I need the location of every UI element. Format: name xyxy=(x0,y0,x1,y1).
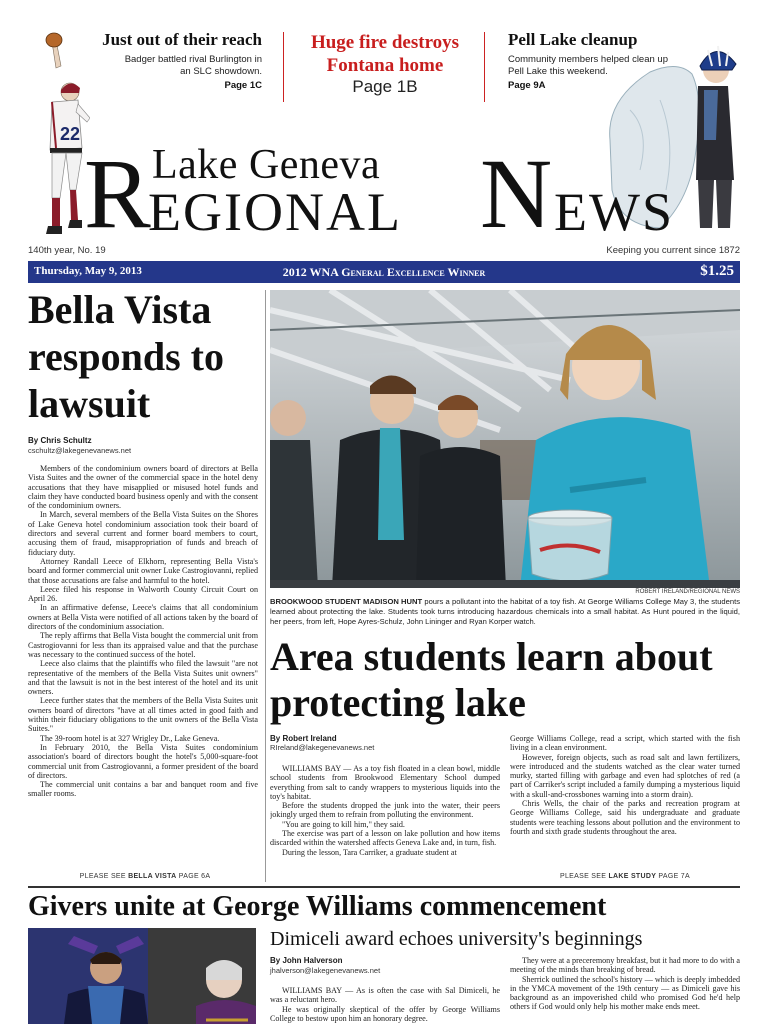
lead-body xyxy=(28,464,258,869)
third-paragraph: Sherrick outlined the school's history — which is deeply imbedded in the YMCA movement of the 19th century — as Dimiceli gave his background as an impoverished child who promised God he'd help others if God would only help his mother make ends meet. xyxy=(510,974,740,1012)
masthead-n-cap: N xyxy=(480,138,553,249)
teaser-divider-left xyxy=(283,32,284,102)
second-headline[interactable]: Area students learn about protecting lake xyxy=(270,634,713,725)
caption-lead: BROOKWOOD STUDENT MADISON HUNT xyxy=(270,597,423,606)
third-byline: By John Halverson xyxy=(270,956,343,965)
third-body-col1 xyxy=(270,986,500,1024)
teaser-divider-right xyxy=(484,32,485,102)
lead-paragraph: Leece also claims that the plaintiffs who filed the lawsuit "are not representative of the members of the Bella Vista Suites unit owners" and that the lawsuit is not in the best interest of the hotel and its unit owners. xyxy=(28,659,258,697)
lead-paragraph: Attorney Randall Leece of Elkhorn, representing Bella Vista's board and former commercial unit owner Luke Castrogiovanni, replied that those accusations are false and harmful to the hotel. xyxy=(28,556,258,585)
second-paragraph: George Williams College, read a script, which started with the fish living in a clean environment. xyxy=(510,734,740,753)
teaser-left-headline[interactable]: Just out of their reach xyxy=(102,30,262,49)
award-text: 2012 WNA General Excellence Winner xyxy=(282,265,486,279)
commencement-photo[interactable] xyxy=(28,928,256,1024)
lead-paragraph: In an affirmative defense, Leece's claims that all condominium owners at Bella Vista were notified of all actions taken by the board of directors of the condominium association. xyxy=(28,603,258,632)
masthead-motto: Keeping you current since 1872 xyxy=(606,245,740,256)
second-body-col1 xyxy=(270,764,500,880)
masthead-lake-geneva: Lake Geneva xyxy=(152,142,381,188)
lead-byline: By Chris Schultz xyxy=(28,436,92,445)
second-paragraph: WILLIAMS BAY — As a toy fish floated in a clean bowl, middle school students from Brookwood Elementary School dumped everything from salt to candy wrappers to mysterious liquids into the toy's habitat. xyxy=(270,764,500,801)
second-paragraph: However, foreign objects, such as road salt and lawn fertilizers, were introduced and the students watched as the clear water turned murky, started filling with garbage and even had splotches of red (a part of Carriker's script included a family dumping a mysterious liquid with a skull-and-crossbones warning into a storm drain). xyxy=(510,752,740,799)
third-paragraph: He was originally skeptical of the offer by George Williams College to bestow upon him an honorary degree. xyxy=(270,1004,500,1023)
issue-date: Thursday, May 9, 2013 xyxy=(34,265,142,277)
masthead-regional: EGIONAL xyxy=(148,182,402,242)
lead-email[interactable]: cschultz@lakegenevanews.net xyxy=(28,446,132,455)
second-email[interactable]: RIreland@lakegenevanews.net xyxy=(270,743,375,752)
lead-jump-line[interactable]: PLEASE SEE BELLA VISTA PAGE 6A xyxy=(79,873,211,880)
second-paragraph: "You are going to kill him," they said. xyxy=(282,819,405,829)
lead-paragraph: In March, several members of the Bella Vista Suites on the Shores of Lake Geneva hotel condominium association took their board of directors and several current and former board members to court, accusing them of fraud, misappropriation of funds and breach of fiduciary duty. xyxy=(28,510,258,557)
lead-paragraph: Leece filed his response in Walworth County Circuit Court on April 26. xyxy=(28,584,258,604)
teaser-right-page[interactable]: Page 9A xyxy=(508,80,546,91)
third-subhead[interactable]: Dimiceli award echoes university's beginnings xyxy=(270,928,643,950)
masthead-news: EWS xyxy=(554,182,674,242)
photo-credit: ROBERT IRELAND/REGIONAL NEWS xyxy=(635,589,740,595)
lead-headline[interactable]: Bella Vista responds to lawsuit xyxy=(28,287,224,426)
lead-paragraph: The commercial unit contains a bar and banquet room and five smaller rooms. xyxy=(28,780,258,799)
teaser-right-headline[interactable]: Pell Lake cleanup xyxy=(508,30,638,49)
second-body-col2 xyxy=(510,734,740,869)
third-paragraph: WILLIAMS BAY — As is often the case with Sal Dimiceli, he was a reluctant hero. xyxy=(270,986,500,1005)
second-jump-line[interactable]: PLEASE SEE LAKE STUDY PAGE 7A xyxy=(560,873,690,880)
masthead-r-cap: R xyxy=(84,138,151,249)
second-paragraph: Chris Wells, the chair of the parks and recreation program at George Williams College, said his undergraduate and graduate students were teaching lessons about pollution and the environment to fourth and sixth grade students throughout the area. xyxy=(510,799,740,836)
second-paragraph: During the lesson, Tara Carriker, a graduate student at xyxy=(282,847,457,857)
price: $1.25 xyxy=(700,263,734,279)
lead-paragraph: The reply affirms that Bella Vista bought the commercial unit from Castrogiovanni for less than its appraised value and that the purchase was necessary to the continued success of the hotel. xyxy=(28,631,258,659)
jersey-number: 22 xyxy=(60,124,81,144)
main-photo[interactable] xyxy=(270,290,740,588)
third-headline[interactable]: Givers unite at George Williams commencement xyxy=(28,891,607,922)
caption-text: pours a pollutant into the habitat of a toy fish. At George Williams College May 3, the students learned about protecting the lake. Students took turns introducing hazardous chemicals into a small habitat. As Hunt poured in the liquid, her peers, from left, Hope Ayres-Schulz, John Lininger and Ryan Korper watch. xyxy=(270,597,740,626)
teaser-left-text: Badger battled rival Burlington in an SLC showdown. xyxy=(124,54,262,77)
column-rule xyxy=(265,290,266,882)
masthead-title[interactable] xyxy=(84,138,704,249)
teaser-center-page[interactable]: Page 1B xyxy=(352,77,418,96)
section-rule xyxy=(28,886,740,888)
photo-caption xyxy=(270,597,740,627)
lead-paragraph: The 39-room hotel is at 327 Wrigley Dr., Lake Geneva. xyxy=(40,733,220,743)
lead-paragraph: Members of the condominium owners board of directors at Bella Vista Suites and the owner of the commercial space in the hotel deny accusations that they have misapplied or misused hotel funds and claim they have conducted board business openly and with the consent of the condominium owners. xyxy=(28,464,258,511)
second-paragraph: The exercise was part of a lesson on lake pollution and how items discarded within the watershed affects Geneva Lake and, in turn, fish. xyxy=(270,829,500,848)
teaser-right-text: Community members helped clean up Pell Lake this weekend. xyxy=(508,54,668,77)
teaser-left-page[interactable]: Page 1C xyxy=(224,80,262,91)
teaser-center-headline[interactable]: Huge fire destroys Fontana home xyxy=(310,32,460,76)
baseball-player-photo[interactable] xyxy=(30,30,90,240)
lead-paragraph: Leece further states that the members of the Bella Vista Suites unit owners board of directors "have at all times acted in good faith and within their fiduciary obligations to the unit owners of the Bella Vista Suites." xyxy=(28,696,258,734)
second-byline: By Robert Ireland xyxy=(270,734,337,743)
edition-info: 140th year, No. 19 xyxy=(28,245,106,256)
third-paragraph: They were at a preceremony breakfast, but it had more to do with a meeting of the minds than breaking of bread. xyxy=(510,956,740,975)
lead-paragraph: In February 2010, the Bella Vista Suites condominium association's board of directors bought the hotel's 5,000-square-foot commercial unit from Castrogiovanni, a former president of the board of directors. xyxy=(28,742,258,780)
third-email[interactable]: jhalverson@lakegenevanews.net xyxy=(270,966,381,975)
second-paragraph: Before the students dropped the junk into the water, their peers jokingly urged them to refrain from polluting the environment. xyxy=(270,801,500,820)
third-body-col2 xyxy=(510,956,740,1024)
